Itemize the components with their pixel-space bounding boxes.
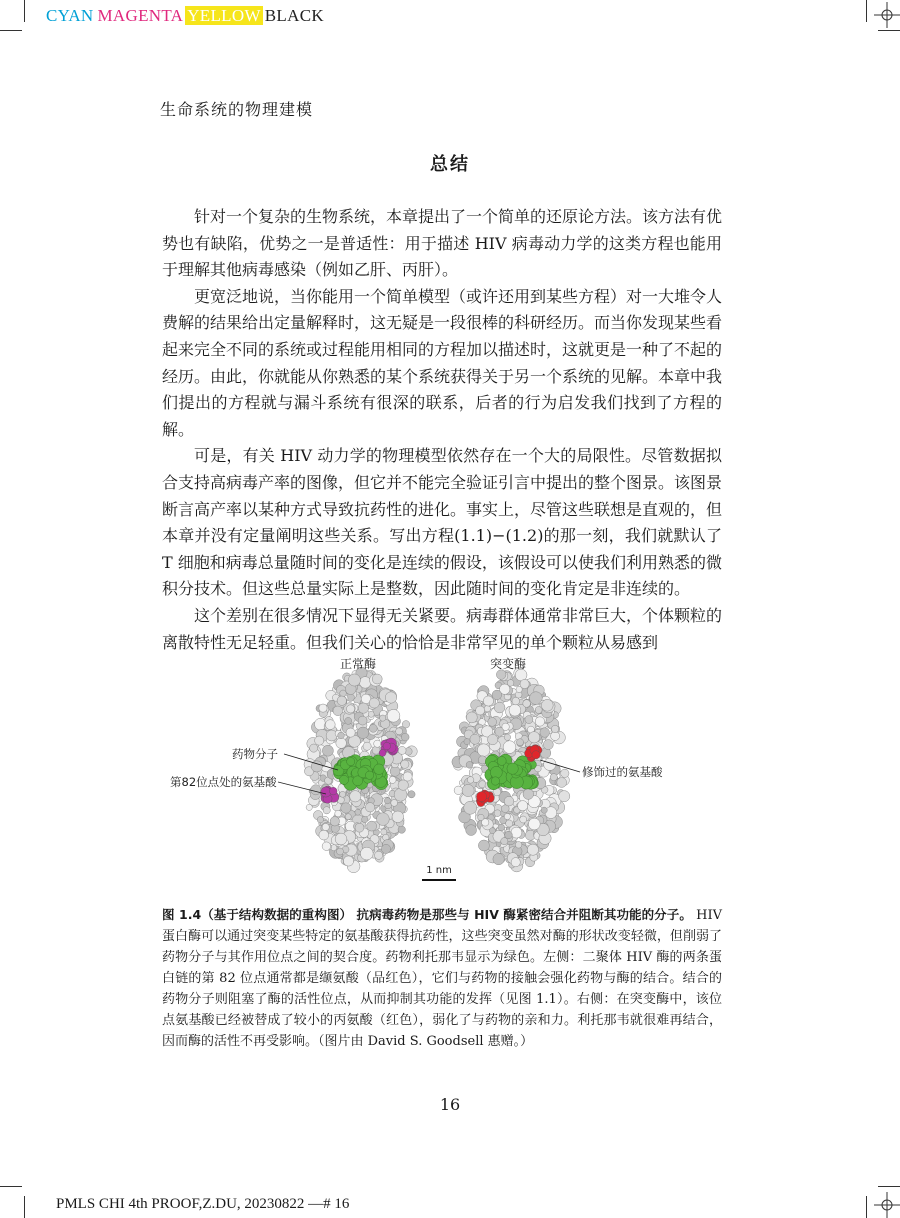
atom-sphere <box>345 814 351 820</box>
atom-sphere <box>392 811 404 823</box>
atom-sphere <box>396 728 403 735</box>
yellow-label: YELLOW <box>187 6 261 25</box>
atom-sphere <box>466 761 473 768</box>
page-number: 16 <box>439 1095 461 1114</box>
body-text <box>162 204 722 656</box>
atom-sphere <box>343 856 353 866</box>
atom-sphere <box>477 744 490 757</box>
atom-sphere <box>337 848 344 855</box>
atom-sphere <box>369 724 377 732</box>
atom-sphere <box>478 840 489 851</box>
atom-sphere <box>523 700 531 708</box>
normal-enzyme-image <box>304 667 417 873</box>
atom-sphere <box>517 739 524 746</box>
atom-sphere <box>360 847 373 860</box>
atom-sphere <box>350 791 361 802</box>
atom-sphere <box>535 717 544 726</box>
atom-sphere <box>466 825 477 836</box>
atom-sphere <box>337 696 346 705</box>
atom-sphere <box>478 814 484 820</box>
atom-sphere <box>346 728 355 737</box>
atom-sphere <box>541 699 553 711</box>
atom-sphere <box>347 705 355 713</box>
paragraph: 这个差别在很多情况下显得无关紧要。病毒群体通常非常巨大，个体颗粒的离散特性无足轻重。但我们关心的恰恰是非常罕见的单个颗粒从易感到 <box>162 605 723 652</box>
atom-sphere <box>315 736 324 745</box>
atom-sphere <box>365 803 374 812</box>
atom-sphere <box>322 745 333 756</box>
atom-sphere <box>340 690 347 697</box>
atom-sphere <box>557 778 567 788</box>
atom-sphere <box>380 715 386 721</box>
label-residue-82: 第82位点处的氨基酸 <box>170 775 277 789</box>
atom-sphere <box>333 706 343 716</box>
atom-sphere <box>323 807 330 814</box>
atom-sphere <box>372 674 382 684</box>
atom-sphere <box>322 824 329 831</box>
residue-atom <box>532 751 540 759</box>
crop-mark-top-left-h <box>0 30 22 31</box>
registration-mark-top <box>874 2 900 28</box>
atom-sphere <box>319 830 329 840</box>
atom-sphere <box>357 727 369 739</box>
atom-sphere <box>310 744 318 752</box>
cyan-label: CYAN <box>46 6 94 25</box>
atom-sphere <box>375 851 383 859</box>
running-head: 生命系统的物理建模 <box>160 100 314 119</box>
atom-sphere <box>384 798 390 804</box>
atom-sphere <box>494 810 501 817</box>
atom-sphere <box>389 776 396 783</box>
residue-atom <box>476 792 486 802</box>
atom-sphere <box>511 858 520 867</box>
atom-sphere <box>509 704 521 716</box>
atom-sphere <box>494 702 505 713</box>
label-normal-enzyme: 正常酶 <box>339 657 377 671</box>
atom-sphere <box>502 723 509 730</box>
registration-mark-bottom <box>874 1192 900 1218</box>
atom-sphere <box>464 801 477 814</box>
drug-atom <box>491 777 499 785</box>
atom-sphere <box>398 780 408 790</box>
atom-sphere <box>528 818 540 830</box>
atom-sphere <box>506 820 513 827</box>
atom-sphere <box>330 817 339 826</box>
atom-sphere <box>355 809 361 815</box>
atom-sphere <box>402 721 409 728</box>
atom-sphere <box>488 734 498 744</box>
atom-sphere <box>520 816 527 823</box>
crop-mark-top-left-v <box>24 0 25 22</box>
atom-sphere <box>387 709 400 722</box>
proof-slug: PMLS CHI 4th PROOF,Z.DU, 20230822 —# 16 <box>56 1196 350 1212</box>
atom-sphere <box>345 717 352 724</box>
atom-sphere <box>306 804 312 810</box>
atom-sphere <box>358 716 367 725</box>
atom-sphere <box>561 769 569 777</box>
atom-sphere <box>493 853 504 864</box>
atom-sphere <box>311 785 321 795</box>
atom-sphere <box>512 697 520 705</box>
figure-protease-structures <box>160 652 730 884</box>
atom-sphere <box>403 772 412 781</box>
crop-mark-bottom-right-v <box>866 1196 867 1218</box>
atom-sphere <box>488 718 497 727</box>
atom-sphere <box>543 740 553 750</box>
paragraph: 针对一个复杂的生物系统，本章提出了一个简单的还原论方法。该方法有优势也有缺陷，优势之一是普适性：用于描述 HIV 病毒动力学的这类方程也能用于理解其他病毒感染（例如乙肝、丙肝）。 <box>162 207 723 280</box>
atom-sphere <box>462 784 474 796</box>
atom-sphere <box>322 842 331 851</box>
atom-sphere <box>335 810 342 817</box>
paragraph: 可是，有关 HIV 动力学的物理模型依然存在一个大的局限性。尽管数据拟合支持高病毒产率的图像，但它并不能完全验证引言中提出的整个图景。该图景断言高产率以某种方式导致抗药性的进化。事实上，尽管这些联想是直观的，但本章并没有定量阐明这些关系。写出方程(1.1)−(1.2)的那一刻，我们就默认了 T 细胞和病毒总量随时间的变化是连续的假设，该假设可以使我们利用熟悉的微积分技术。但这些总量实际上是整数，因此随时间的变化肯定是非连续的。 <box>162 446 723 599</box>
residue-atom <box>330 787 338 795</box>
mutant-enzyme-image <box>452 668 570 872</box>
atom-sphere <box>504 813 510 819</box>
atom-sphere <box>398 746 406 754</box>
crop-mark-bottom-right-h <box>878 1186 900 1187</box>
atom-sphere <box>484 706 490 712</box>
atom-sphere <box>338 732 345 739</box>
atom-sphere <box>559 791 570 802</box>
atom-sphere <box>367 821 377 831</box>
drug-atom <box>374 764 385 775</box>
atom-sphere <box>505 831 513 839</box>
atom-sphere <box>525 716 533 724</box>
atom-sphere <box>518 801 528 811</box>
atom-sphere <box>523 789 534 800</box>
crop-mark-bottom-left-v <box>24 1196 25 1218</box>
atom-sphere <box>466 712 477 723</box>
atom-sphere <box>358 703 368 713</box>
figure-caption <box>162 904 722 1052</box>
atom-sphere <box>520 679 529 688</box>
label-drug-molecule: 药物分子 <box>232 747 278 761</box>
drug-atom <box>365 771 373 779</box>
atom-sphere <box>368 711 374 717</box>
atom-sphere <box>501 838 508 845</box>
crop-mark-top-right-v <box>866 0 867 22</box>
atom-sphere <box>372 746 380 754</box>
drug-atom <box>347 758 355 766</box>
atom-sphere <box>528 732 539 743</box>
label-mutant-enzyme: 突变酶 <box>489 657 527 671</box>
drug-atom <box>507 763 518 774</box>
atom-sphere <box>540 728 550 738</box>
atom-sphere <box>492 690 502 700</box>
atom-sphere <box>476 706 485 715</box>
atom-sphere <box>527 844 538 855</box>
drug-atom <box>339 775 348 784</box>
atom-sphere <box>551 725 558 732</box>
crop-mark-bottom-left-h <box>0 1186 22 1187</box>
atom-sphere <box>341 803 351 813</box>
atom-sphere <box>319 704 327 712</box>
atom-sphere <box>511 827 522 838</box>
color-bar <box>44 6 326 26</box>
section-title: 总结 <box>430 154 470 175</box>
atom-sphere <box>355 823 364 832</box>
atom-sphere <box>398 826 405 833</box>
scale-bar-label: 1 nm <box>426 865 452 876</box>
label-modified-residue: 修饰过的氨基酸 <box>582 765 663 779</box>
drug-atom <box>497 756 506 765</box>
atom-sphere <box>374 740 381 747</box>
atom-sphere <box>467 777 474 784</box>
crop-mark-top-right-h <box>878 30 900 31</box>
atom-sphere <box>362 816 368 822</box>
atom-sphere <box>385 692 396 703</box>
atom-sphere <box>541 807 547 813</box>
atom-sphere <box>391 800 398 807</box>
atom-sphere <box>381 844 390 853</box>
atom-sphere <box>363 742 371 750</box>
atom-sphere <box>483 696 493 706</box>
atom-sphere <box>454 786 463 795</box>
atom-sphere <box>401 733 409 741</box>
residue-atom <box>321 787 331 797</box>
black-label: BLACK <box>264 6 324 25</box>
paragraph: 更宽泛地说，当你能用一个简单模型（或许还用到某些方程）对一大堆令人费解的结果给出定量解释时，这无疑是一段很棒的科研经历。而当你发现某些看起来完全不同的系统或过程能用相同的方程加以描述时，这就更是一种了不起的经历。由此，你就能从你熟悉的某个系统获得关于另一个系统的见解。本章中我们提出的方程就与漏斗系统有很深的联系，后者的行为启发我们找到了方程的解。 <box>162 286 723 439</box>
atom-sphere <box>489 828 495 834</box>
atom-sphere <box>348 674 360 686</box>
atom-sphere <box>369 698 379 708</box>
residue-atom <box>383 742 391 750</box>
atom-sphere <box>515 842 522 849</box>
atom-sphere <box>470 734 480 744</box>
atom-sphere <box>464 739 470 745</box>
magenta-label: MAGENTA <box>97 6 184 25</box>
atom-sphere <box>335 833 347 845</box>
atom-sphere <box>479 781 486 788</box>
atom-sphere <box>317 817 323 823</box>
caption-body: HIV 蛋白酶可以通过突变某些特定的氨基酸获得抗药性，这些突变虽然对酶的形状改变轻微，但削弱了药物分子与其作用位点之间的契合度。药物利托那韦显示为绿色。左侧：二聚体 HIV 酶的两条蛋白链的第 82 位点通常都是缬氨酸（品红色），它们与药物的接触会强化药物与酶的结合。结合的药物分子则阻塞了酶的活性位点，从而抑制其功能的发挥（见图 1.1）。右侧：在突变酶中，该位点氨基酸已经被替成了较小的丙氨酸（红色），弱化了与药物的亲和力。利托那韦就很难再结合，因而酶的活性不再受影响。（图片由 David S. Goodsell 惠赠。） <box>162 908 722 1049</box>
atom-sphere <box>496 670 506 680</box>
atom-sphere <box>408 791 415 798</box>
atom-sphere <box>504 796 514 806</box>
atom-sphere <box>498 824 505 831</box>
drug-atom <box>490 766 502 778</box>
residue-atom <box>379 749 386 756</box>
atom-sphere <box>325 720 335 730</box>
atom-sphere <box>503 741 516 754</box>
caption-head: 图 1.4（基于结构数据的重构图） 抗病毒药物是那些与 HIV 酶紧密结合并阻断其功能的分子。 <box>162 907 692 922</box>
atom-sphere <box>340 791 346 797</box>
atom-sphere <box>504 734 510 740</box>
